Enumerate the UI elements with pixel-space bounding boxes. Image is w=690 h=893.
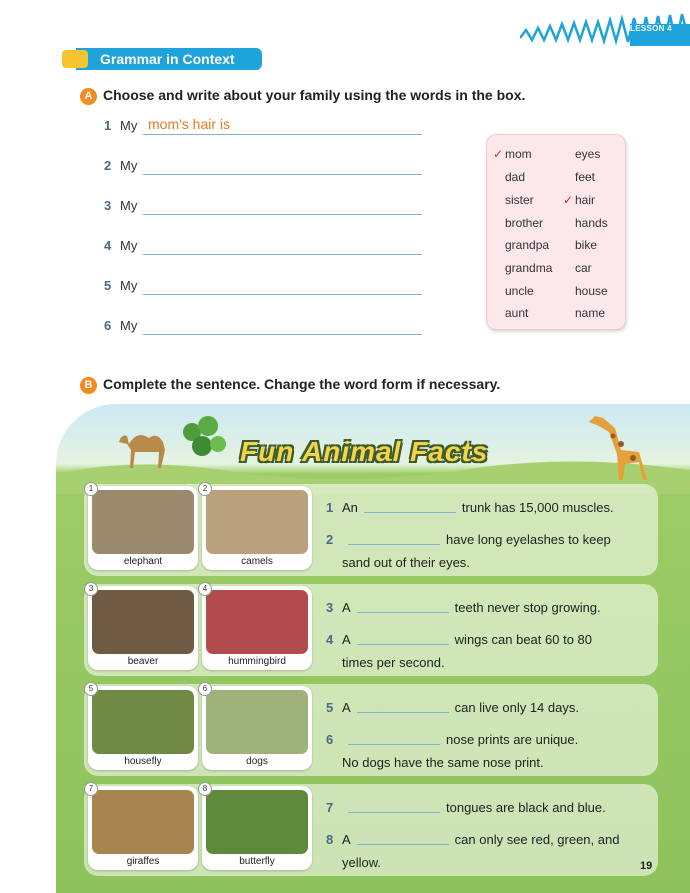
word-mom: mom	[505, 147, 532, 161]
sentence-number: 5	[326, 700, 334, 715]
write-row-2[interactable]	[100, 153, 430, 177]
photo-label: elephant	[123, 556, 163, 567]
write-row-6[interactable]	[100, 313, 430, 337]
page-number: 19	[640, 860, 653, 872]
item-prefix: My	[120, 238, 138, 253]
giraffes-photo	[92, 790, 194, 854]
sentence-before: A	[342, 832, 351, 847]
word-name: name	[575, 306, 606, 320]
word-dad: dad	[505, 170, 526, 184]
sentence-number: 4	[326, 632, 334, 647]
item-number: 6	[104, 318, 112, 333]
answer-line	[143, 334, 422, 335]
sentence-after: teeth never stop growing.	[454, 600, 601, 615]
word-sister: sister	[505, 193, 534, 207]
check-mark-icon: ✓	[493, 147, 504, 161]
sentence-6	[326, 732, 578, 747]
section-header	[62, 48, 262, 70]
answer-blank[interactable]	[364, 501, 456, 513]
photo-number: 7	[84, 782, 98, 796]
item-prefix: My	[120, 118, 138, 133]
photo-card-elephant	[88, 486, 198, 570]
camels-photo	[206, 490, 308, 554]
section-a-instruction-text: Choose and write about your family using the words in the box.	[103, 87, 526, 103]
photo-number: 8	[198, 782, 212, 796]
butterfly-photo	[206, 790, 308, 854]
giraffe-illustration-icon	[581, 404, 661, 482]
answer-line	[143, 254, 422, 255]
word-house: house	[575, 284, 608, 298]
sentence-before: A	[342, 600, 351, 615]
sentence-after: can only see red, green, and	[454, 832, 620, 847]
hummingbird-photo	[206, 590, 308, 654]
answer-blank[interactable]	[357, 601, 449, 613]
photo-number: 5	[84, 682, 98, 696]
answer-line	[143, 134, 422, 135]
camel-illustration-icon	[111, 422, 181, 472]
photo-label: hummingbird	[228, 656, 286, 667]
photo-number: 6	[198, 682, 212, 696]
photo-number: 1	[84, 482, 98, 496]
fun-animal-facts-title: Fun Animal Facts	[240, 436, 489, 467]
dogs-photo	[206, 690, 308, 754]
sentence-8	[326, 832, 619, 847]
photo-number: 2	[198, 482, 212, 496]
sentence-number: 3	[326, 600, 334, 615]
sentence-number: 6	[326, 732, 334, 747]
item-number: 1	[104, 118, 112, 133]
beaver-photo	[92, 590, 194, 654]
sentence-after: wings can beat 60 to 80	[454, 632, 592, 647]
photo-label: housefly	[124, 756, 162, 767]
word-grandpa: grandpa	[505, 238, 550, 252]
photo-label: giraffes	[126, 856, 160, 867]
sentence-1	[326, 500, 614, 515]
photo-card-camels	[202, 486, 312, 570]
sentence-number: 1	[326, 500, 334, 515]
section-a-badge: A	[80, 88, 97, 105]
word-uncle: uncle	[505, 284, 534, 298]
write-row-5[interactable]	[100, 273, 430, 297]
section-b-badge: B	[80, 377, 97, 394]
photo-card-giraffes	[88, 786, 198, 870]
sentence-4-continued: times per second.	[342, 655, 445, 670]
sentence-3	[326, 600, 601, 615]
sentence-before: A	[342, 632, 351, 647]
answer-line	[143, 174, 422, 175]
item-number: 2	[104, 158, 112, 173]
section-header-tab-icon	[62, 50, 88, 68]
photo-card-hummingbird	[202, 586, 312, 670]
sentence-after: have long eyelashes to keep	[446, 532, 611, 547]
check-mark-icon: ✓	[563, 193, 574, 207]
sentence-7	[326, 800, 606, 815]
answer-blank[interactable]	[348, 801, 440, 813]
word-eyes: eyes	[575, 147, 601, 161]
word-brother: brother	[505, 216, 544, 230]
photo-label: beaver	[127, 656, 159, 667]
write-row-4[interactable]	[100, 233, 430, 257]
sentence-5	[326, 700, 579, 715]
answer-line	[143, 214, 422, 215]
photo-number: 4	[198, 582, 212, 596]
word-box	[486, 134, 626, 330]
answer-blank[interactable]	[357, 701, 449, 713]
item-prefix: My	[120, 278, 138, 293]
answer-blank[interactable]	[348, 733, 440, 745]
sentence-before: An	[342, 500, 358, 515]
write-row-3[interactable]	[100, 193, 430, 217]
sentence-number: 2	[326, 532, 334, 547]
item-number: 5	[104, 278, 112, 293]
sentence-2-continued: sand out of their eyes.	[342, 555, 470, 570]
word-car: car	[575, 261, 592, 275]
photo-card-dogs	[202, 686, 312, 770]
section-header-title: Grammar in Context	[100, 51, 235, 67]
word-bike: bike	[575, 238, 598, 252]
write-row-1[interactable]	[100, 113, 430, 137]
photo-card-housefly	[88, 686, 198, 770]
answer-blank[interactable]	[357, 833, 449, 845]
item-number: 4	[104, 238, 112, 253]
word-feet: feet	[575, 170, 596, 184]
word-hair: hair	[575, 193, 596, 207]
elephant-photo	[92, 490, 194, 554]
word-grandma: grandma	[505, 261, 553, 275]
sentence-4	[326, 632, 592, 647]
sentence-number: 7	[326, 800, 334, 815]
sentence-6-continued: No dogs have the same nose print.	[342, 755, 544, 770]
sentence-after: can live only 14 days.	[454, 700, 579, 715]
photo-label: butterfly	[239, 856, 275, 867]
lesson-label: LESSON 4	[630, 24, 672, 33]
item-prefix: My	[120, 318, 138, 333]
word-hands: hands	[575, 216, 608, 230]
sentence-after: nose prints are unique.	[446, 732, 579, 747]
answer-blank[interactable]	[357, 633, 449, 645]
item-number: 3	[104, 198, 112, 213]
answer-blank[interactable]	[348, 533, 440, 545]
photo-label: dogs	[246, 756, 268, 767]
sentence-after: trunk has 15,000 muscles.	[461, 500, 614, 515]
sentence-after: tongues are black and blue.	[446, 800, 606, 815]
section-a-instruction	[80, 87, 525, 105]
photo-card-beaver	[88, 586, 198, 670]
item-prefix: My	[120, 158, 138, 173]
item-prefix: My	[120, 198, 138, 213]
plant-illustration-icon	[174, 412, 234, 472]
item-answer: mom's hair is	[148, 116, 231, 132]
section-b-instruction	[80, 376, 500, 394]
sentence-number: 8	[326, 832, 334, 847]
photo-label: camels	[241, 556, 273, 567]
word-aunt: aunt	[505, 306, 529, 320]
section-b-instruction-text: Complete the sentence. Change the word form if necessary.	[103, 376, 501, 392]
photo-number: 3	[84, 582, 98, 596]
answer-line	[143, 294, 422, 295]
sentence-8-continued: yellow.	[342, 855, 382, 870]
sentence-before: A	[342, 700, 351, 715]
photo-card-butterfly	[202, 786, 312, 870]
housefly-photo	[92, 690, 194, 754]
sentence-2	[326, 532, 611, 547]
